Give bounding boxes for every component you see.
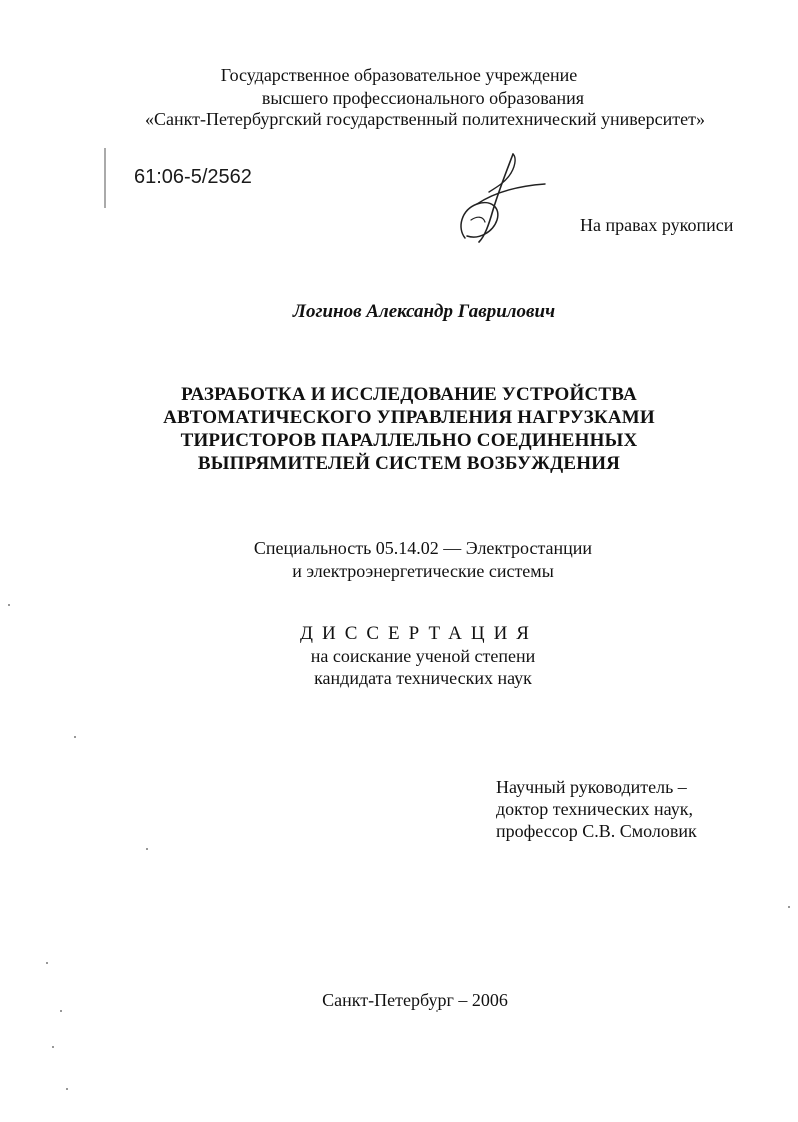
signature-icon xyxy=(455,150,550,245)
archive-code: 61:06-5/2562 xyxy=(134,166,252,188)
rights-note: На правах рукописи xyxy=(580,215,734,235)
institution-line-1: Государственное образовательное учреждение xyxy=(220,65,578,85)
specialty-line-1: Специальность 05.14.02 — Электростанции xyxy=(253,538,593,558)
degree-line-2: кандидата технических наук xyxy=(314,668,532,688)
scan-speck xyxy=(436,1010,438,1012)
scan-speck xyxy=(66,1088,68,1090)
title-line-2: АВТОМАТИЧЕСКОГО УПРАВЛЕНИЯ НАГРУЗКАМИ xyxy=(163,407,655,428)
margin-mark xyxy=(104,148,106,208)
supervisor-line-1: Научный руководитель – xyxy=(496,777,687,797)
institution-line-3: «Санкт-Петербургский государственный политехнический университет» xyxy=(145,109,705,129)
institution-line-2: высшего профессионального образования xyxy=(261,88,585,108)
supervisor-line-3: профессор С.В. Смоловик xyxy=(496,821,697,841)
scan-speck xyxy=(52,1046,54,1048)
specialty-line-2: и электроэнергетические системы xyxy=(292,561,554,581)
title-line-3: ТИРИСТОРОВ ПАРАЛЛЕЛЬНО СОЕДИНЕННЫХ xyxy=(180,430,638,451)
supervisor-line-2: доктор технических наук, xyxy=(496,799,693,819)
scan-speck xyxy=(146,848,148,850)
scan-speck xyxy=(74,736,76,738)
scan-speck xyxy=(8,604,10,606)
author-name: Логинов Александр Гаврилович xyxy=(292,301,556,322)
dissertation-label: ДИССЕРТАЦИЯ xyxy=(300,623,538,644)
scan-speck xyxy=(46,962,48,964)
scan-speck xyxy=(788,906,790,908)
scan-speck xyxy=(60,1010,62,1012)
city-year: Санкт-Петербург – 2006 xyxy=(322,990,508,1010)
title-line-1: РАЗРАБОТКА И ИССЛЕДОВАНИЕ УСТРОЙСТВА xyxy=(181,384,637,405)
degree-line-1: на соискание ученой степени xyxy=(310,646,536,666)
title-line-4: ВЫПРЯМИТЕЛЕЙ СИСТЕМ ВОЗБУЖДЕНИЯ xyxy=(197,453,621,474)
